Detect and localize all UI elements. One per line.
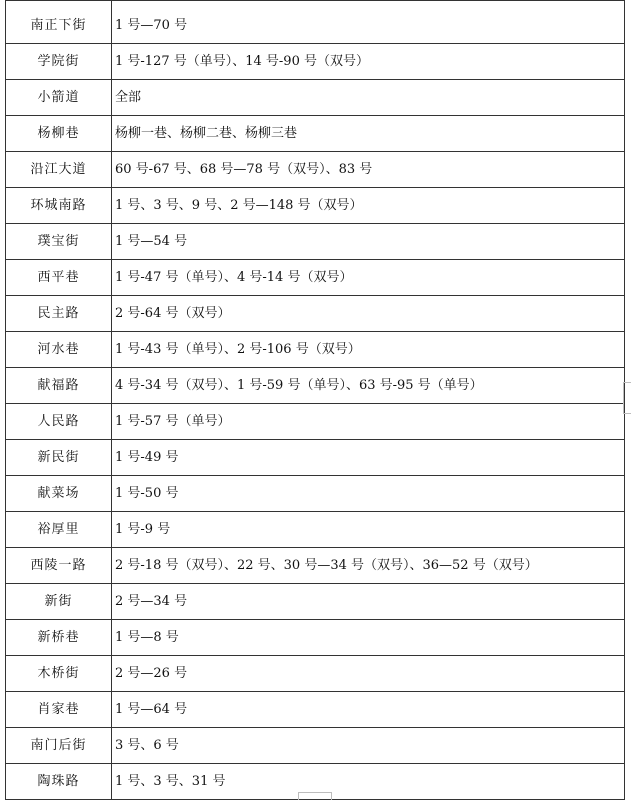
table-row (6, 44, 625, 80)
street-name-cell: 新街 (6, 584, 112, 620)
table-row (6, 440, 625, 476)
house-number-cell: 1 号—70 号 (112, 1, 625, 44)
page-edge-marker (623, 382, 631, 414)
house-number-cell: 1 号、3 号、31 号 (112, 764, 625, 800)
house-number-cell: 1 号-43 号（单号）、2 号-106 号（双号） (112, 332, 625, 368)
house-number-cell: 1 号-50 号 (112, 476, 625, 512)
table-row (6, 80, 625, 116)
house-number-cell: 1 号-9 号 (112, 512, 625, 548)
house-number-cell: 1 号-47 号（单号）、4 号-14 号（双号） (112, 260, 625, 296)
table-row (6, 512, 625, 548)
table-row (6, 224, 625, 260)
street-name-cell: 陶珠路 (6, 764, 112, 800)
house-number-cell: 杨柳一巷、杨柳二巷、杨柳三巷 (112, 116, 625, 152)
table-row (6, 260, 625, 296)
street-name-cell: 裕厚里 (6, 512, 112, 548)
house-number-cell: 1 号—8 号 (112, 620, 625, 656)
table-row (6, 152, 625, 188)
house-number-cell: 4 号-34 号（双号）、1 号-59 号（单号）、63 号-95 号（单号） (112, 368, 625, 404)
table-row (6, 332, 625, 368)
house-number-cell: 60 号-67 号、68 号—78 号（双号）、83 号 (112, 152, 625, 188)
house-number-cell: 1 号—54 号 (112, 224, 625, 260)
street-name-cell: 人民路 (6, 404, 112, 440)
house-number-cell: 2 号—26 号 (112, 656, 625, 692)
street-name-cell: 西陵一路 (6, 548, 112, 584)
table-row (6, 692, 625, 728)
street-name-cell: 献福路 (6, 368, 112, 404)
table-row (6, 548, 625, 584)
table-row (6, 404, 625, 440)
table-row (6, 1, 625, 44)
street-name-cell: 南门后街 (6, 728, 112, 764)
table-row (6, 476, 625, 512)
street-name-cell: 沿江大道 (6, 152, 112, 188)
page-break-marker (298, 792, 332, 800)
house-number-cell: 1 号—64 号 (112, 692, 625, 728)
table-row (6, 368, 625, 404)
document-page (5, 0, 624, 800)
table-row (6, 116, 625, 152)
street-name-cell: 献菜场 (6, 476, 112, 512)
street-name-cell: 南正下街 (6, 1, 112, 44)
house-number-cell: 全部 (112, 80, 625, 116)
table-row (6, 728, 625, 764)
table-row (6, 620, 625, 656)
street-name-cell: 璞宝街 (6, 224, 112, 260)
table-row (6, 584, 625, 620)
street-table (5, 0, 625, 800)
house-number-cell: 3 号、6 号 (112, 728, 625, 764)
house-number-cell: 1 号、3 号、9 号、2 号—148 号（双号） (112, 188, 625, 224)
street-name-cell: 河水巷 (6, 332, 112, 368)
table-row (6, 656, 625, 692)
house-number-cell: 2 号-18 号（双号）、22 号、30 号—34 号（双号）、36—52 号（双号） (112, 548, 625, 584)
house-number-cell: 2 号—34 号 (112, 584, 625, 620)
street-name-cell: 新桥巷 (6, 620, 112, 656)
street-name-cell: 新民街 (6, 440, 112, 476)
table-row (6, 188, 625, 224)
house-number-cell: 1 号-57 号（单号） (112, 404, 625, 440)
house-number-cell: 2 号-64 号（双号） (112, 296, 625, 332)
street-name-cell: 环城南路 (6, 188, 112, 224)
street-name-cell: 肖家巷 (6, 692, 112, 728)
street-name-cell: 小箭道 (6, 80, 112, 116)
house-number-cell: 1 号-127 号（单号）、14 号-90 号（双号） (112, 44, 625, 80)
street-name-cell: 西平巷 (6, 260, 112, 296)
table-row (6, 296, 625, 332)
street-name-cell: 木桥街 (6, 656, 112, 692)
street-name-cell: 杨柳巷 (6, 116, 112, 152)
house-number-cell: 1 号-49 号 (112, 440, 625, 476)
street-name-cell: 学院街 (6, 44, 112, 80)
street-name-cell: 民主路 (6, 296, 112, 332)
